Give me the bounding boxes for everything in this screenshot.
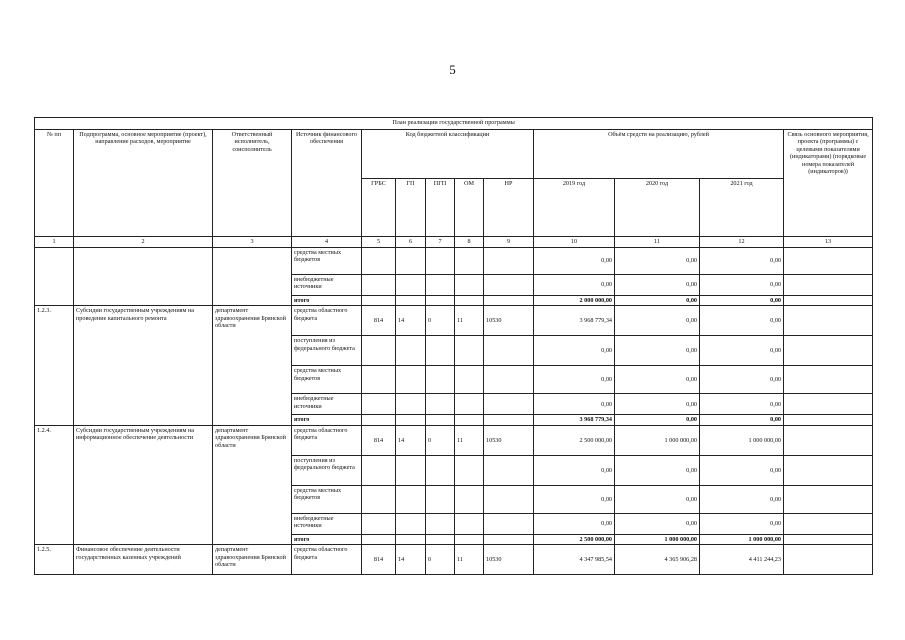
value-2021: 0,00 [700, 513, 784, 534]
value-2019: 4 347 985,54 [534, 545, 615, 575]
col-number: 2 [74, 237, 213, 248]
source-cell: средства областного бюджета [292, 306, 362, 336]
cell-empty [35, 248, 74, 306]
col-number: 9 [484, 237, 534, 248]
value-2020: 0,00 [615, 485, 700, 513]
header-2019: 2019 год [534, 179, 615, 237]
item-executor: департамент здравоохранения Брянской области [213, 545, 292, 575]
source-cell: внебюджетные источники [292, 394, 362, 415]
code-om: 11 [455, 306, 484, 336]
code-gp: 14 [396, 425, 426, 455]
header-budget-code: Код бюджетной классификации [362, 130, 534, 179]
value-2019: 0,00 [534, 366, 615, 394]
code-om: 11 [455, 545, 484, 575]
value-2019: 0,00 [534, 336, 615, 366]
total-2021: 1 000 000,00 [700, 534, 784, 544]
value-2021: 0,00 [700, 394, 784, 415]
value-2020: 0,00 [615, 306, 700, 336]
program-plan-table [34, 117, 873, 575]
source-cell: поступления из федерального бюджета [292, 455, 362, 485]
col-number: 5 [362, 237, 396, 248]
total-2019: 2 500 000,00 [534, 534, 615, 544]
col-number: 8 [455, 237, 484, 248]
col-number: 6 [396, 237, 426, 248]
value-2020: 0,00 [615, 394, 700, 415]
code-grbs: 814 [362, 545, 396, 575]
col-number: 3 [213, 237, 292, 248]
header-pgp: ПГП [426, 179, 455, 237]
code-grbs: 814 [362, 306, 396, 336]
code-nr: 10530 [484, 425, 534, 455]
item-executor: департамент здравоохранения Брянской области [213, 306, 292, 425]
source-cell: средства областного бюджета [292, 545, 362, 575]
header-num: № пп [35, 130, 74, 237]
table-row [35, 248, 873, 275]
code-pgp: 0 [426, 306, 455, 336]
value-2020: 0,00 [615, 248, 700, 275]
value-2021: 1 000 000,00 [700, 425, 784, 455]
total-2019: 2 000 000,00 [534, 296, 615, 306]
table-row [35, 545, 873, 575]
item-executor: департамент здравоохранения Брянской области [213, 425, 292, 544]
source-cell-total: итого [292, 415, 362, 425]
value-2019: 0,00 [534, 394, 615, 415]
value-2019: 0,00 [534, 513, 615, 534]
source-cell: поступления из федерального бюджета [292, 336, 362, 366]
value-2020: 0,00 [615, 455, 700, 485]
header-2020: 2020 год [615, 179, 700, 237]
value-2021: 0,00 [700, 275, 784, 296]
value-2020: 0,00 [615, 275, 700, 296]
source-cell: внебюджетные источники [292, 513, 362, 534]
col-number: 13 [784, 237, 873, 248]
code-pgp: 0 [426, 545, 455, 575]
value-2019: 0,00 [534, 455, 615, 485]
item-number: 1.2.5. [35, 545, 74, 575]
header-grbs: ГРБС [362, 179, 396, 237]
code-gp: 14 [396, 545, 426, 575]
value-2019: 0,00 [534, 275, 615, 296]
header-executor: Ответственный исполнитель, соисполнитель [213, 130, 292, 237]
value-2020: 0,00 [615, 336, 700, 366]
header-om: ОМ [455, 179, 484, 237]
col-number: 4 [292, 237, 362, 248]
value-2019: 2 500 000,00 [534, 425, 615, 455]
col-number: 10 [534, 237, 615, 248]
header-nr: НР [484, 179, 534, 237]
column-number-row [35, 237, 873, 248]
total-2020: 1 000 000,00 [615, 534, 700, 544]
item-number: 1.2.4. [35, 425, 74, 544]
total-2020: 0,00 [615, 415, 700, 425]
code-om: 11 [455, 425, 484, 455]
cell-empty [213, 248, 292, 306]
header-source: Источник финансового обеспечения [292, 130, 362, 237]
value-2019: 0,00 [534, 485, 615, 513]
header-2021: 2021 год [700, 179, 784, 237]
item-name: Субсидии государственным учреждениям на проведение капитального ремонта [74, 306, 213, 425]
source-cell: средства местных бюджетов [292, 366, 362, 394]
total-2021: 0,00 [700, 296, 784, 306]
header-volume: Объём средств на реализацию, рублей [534, 130, 784, 179]
source-cell: средства местных бюджетов [292, 485, 362, 513]
table-title: План реализации государственной программы [35, 118, 873, 130]
value-2021: 4 411 244,23 [700, 545, 784, 575]
total-2019: 3 968 779,34 [534, 415, 615, 425]
header-subprogram: Подпрограмма, основное мероприятие (проект), направление расходов, мероприятие [74, 130, 213, 237]
value-2020: 1 000 000,00 [615, 425, 700, 455]
item-name: Субсидии государственным учреждениям на информационное обеспечение деятельности [74, 425, 213, 544]
source-cell: внебюджетные источники [292, 275, 362, 296]
value-2021: 0,00 [700, 248, 784, 275]
item-number: 1.2.3. [35, 306, 74, 425]
value-2021: 0,00 [700, 485, 784, 513]
value-2021: 0,00 [700, 336, 784, 366]
table-row [35, 306, 873, 336]
item-name: Финансовое обеспечение деятельности государственных казенных учреждений [74, 545, 213, 575]
source-cell-total: итого [292, 534, 362, 544]
code-pgp: 0 [426, 425, 455, 455]
col-number: 11 [615, 237, 700, 248]
source-cell: средства областного бюджета [292, 425, 362, 455]
total-2021: 0,00 [700, 415, 784, 425]
value-2021: 0,00 [700, 306, 784, 336]
value-2020: 0,00 [615, 366, 700, 394]
col-number: 1 [35, 237, 74, 248]
total-2020: 0,00 [615, 296, 700, 306]
col-number: 12 [700, 237, 784, 248]
value-2021: 0,00 [700, 455, 784, 485]
value-2019: 0,00 [534, 248, 615, 275]
value-2021: 0,00 [700, 366, 784, 394]
source-cell-total: итого [292, 296, 362, 306]
page-number: 5 [449, 62, 456, 77]
code-gp: 14 [396, 306, 426, 336]
value-2020: 4 365 906,28 [615, 545, 700, 575]
header-gp: ГП [396, 179, 426, 237]
code-nr: 10530 [484, 306, 534, 336]
col-number: 7 [426, 237, 455, 248]
cell-empty [74, 248, 213, 306]
code-nr: 10530 [484, 545, 534, 575]
header-link: Связь основного мероприятия, проекта (программы) с целевыми показателями (индикаторами) (порядковые номера показателей (индикаторов)) [784, 130, 873, 237]
value-2019: 3 968 779,34 [534, 306, 615, 336]
value-2020: 0,00 [615, 513, 700, 534]
source-cell: средства местных бюджетов [292, 248, 362, 275]
table-row [35, 425, 873, 455]
code-grbs: 814 [362, 425, 396, 455]
